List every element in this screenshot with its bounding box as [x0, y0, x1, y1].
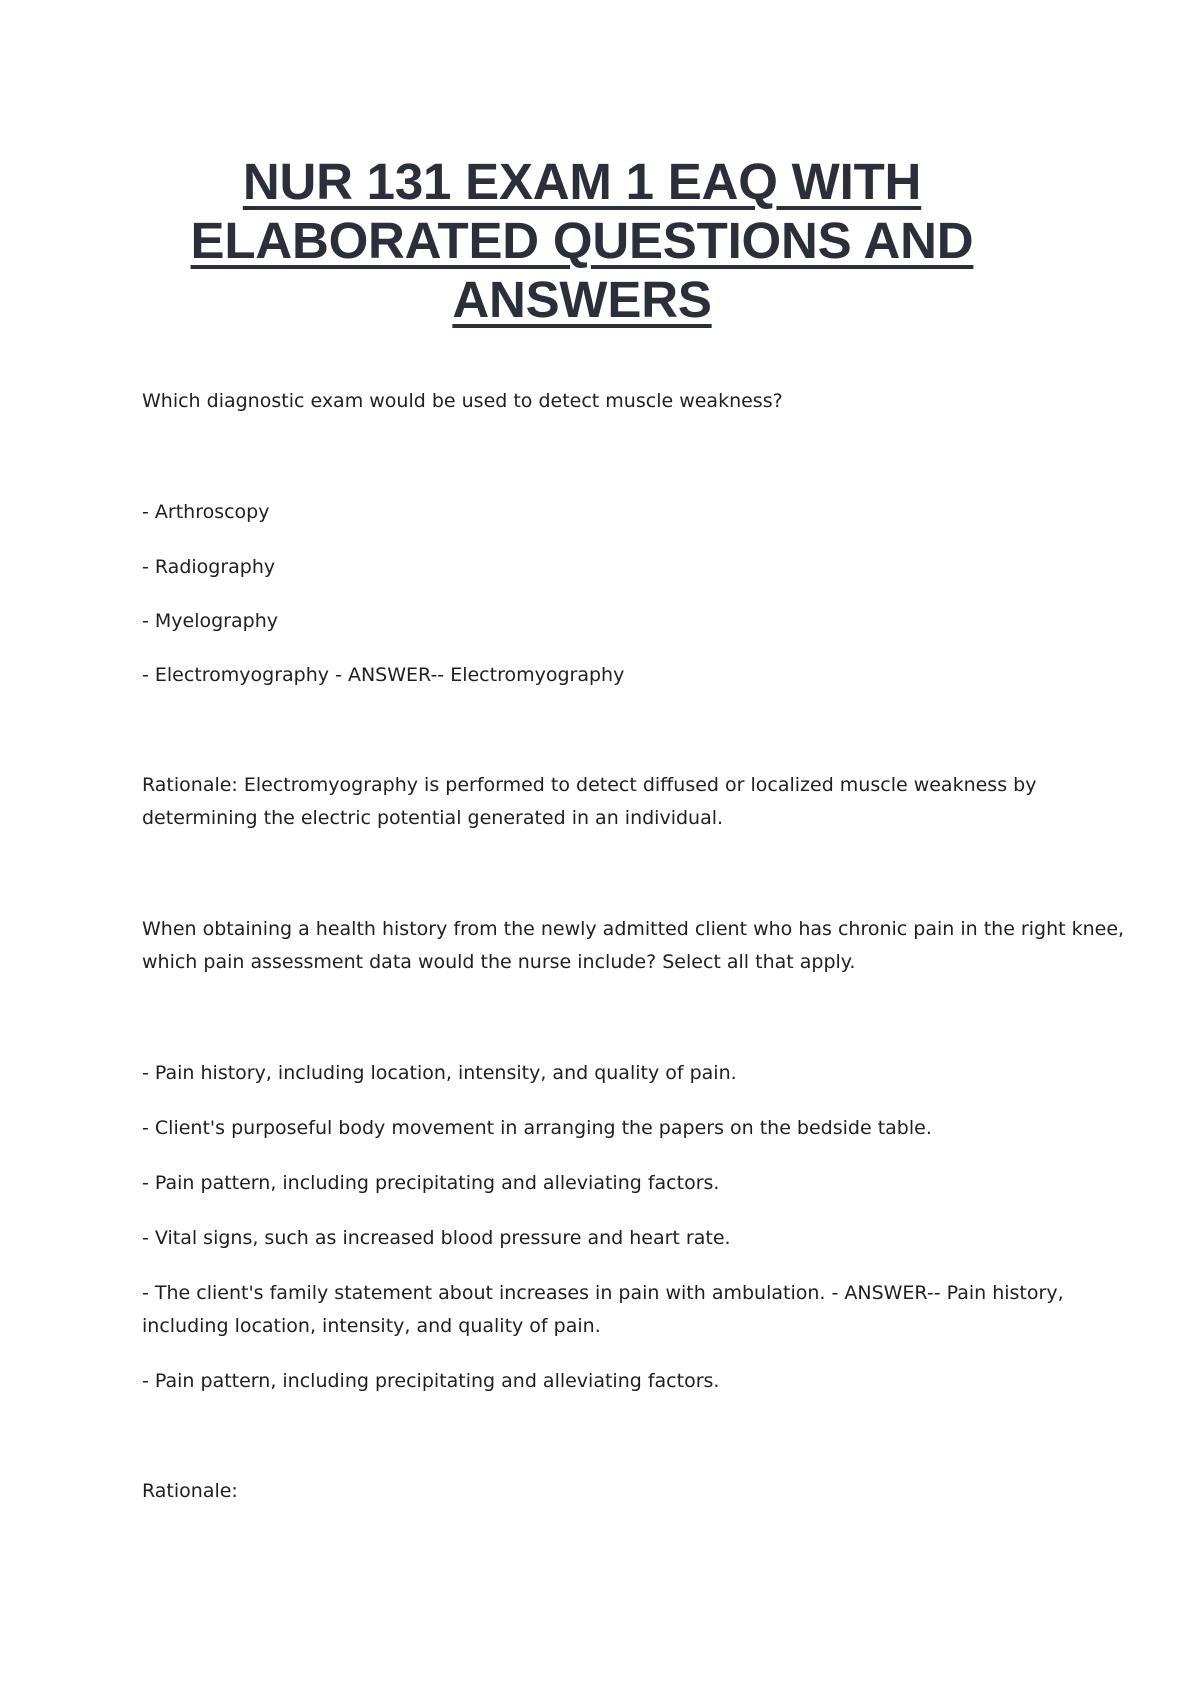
title-line-1: NUR 131 EXAM 1 EAQ WITH — [242, 153, 922, 210]
question-2-option-4: - Vital signs, such as increased blood pressure and heart rate. — [142, 1227, 731, 1249]
question-1-prompt: Which diagnostic exam would be used to detect muscle weakness? — [142, 390, 783, 412]
question-2-option-5-answer-line-1: - The client's family statement about increases in pain with ambulation. - ANSWER-- Pain history, — [142, 1282, 1064, 1304]
question-1-rationale-line-2: determining the electric potential generated in an individual. — [142, 807, 724, 829]
question-1-rationale-line-1: Rationale: Electromyography is performed to detect diffused or localized muscle weakness by — [142, 774, 1037, 796]
title-line-3: ANSWERS — [452, 271, 712, 328]
question-1-option-2: - Radiography — [142, 556, 276, 578]
question-2-rationale-label: Rationale: — [142, 1480, 238, 1502]
question-2-option-2: - Client's purposeful body movement in arranging the papers on the bedside table. — [142, 1117, 932, 1139]
question-2-answer-line-2: including location, intensity, and quality of pain. — [142, 1315, 601, 1337]
title-line-2: ELABORATED QUESTIONS AND — [190, 212, 974, 269]
question-2-prompt-line-1: When obtaining a health history from the newly admitted client who has chronic pain in the right knee, — [142, 918, 1125, 940]
question-2-option-1: - Pain history, including location, intensity, and quality of pain. — [142, 1062, 737, 1084]
document-title — [142, 152, 1022, 329]
question-1-option-1: - Arthroscopy — [142, 501, 270, 523]
question-2-option-3: - Pain pattern, including precipitating and alleviating factors. — [142, 1172, 720, 1194]
question-1-option-3: - Myelography — [142, 610, 278, 632]
question-1-option-4-answer: - Electromyography - ANSWER-- Electromyography — [142, 664, 625, 686]
question-2-prompt-line-2: which pain assessment data would the nurse include? Select all that apply. — [142, 951, 856, 973]
question-2-answer-line-3: - Pain pattern, including precipitating and alleviating factors. — [142, 1370, 720, 1392]
